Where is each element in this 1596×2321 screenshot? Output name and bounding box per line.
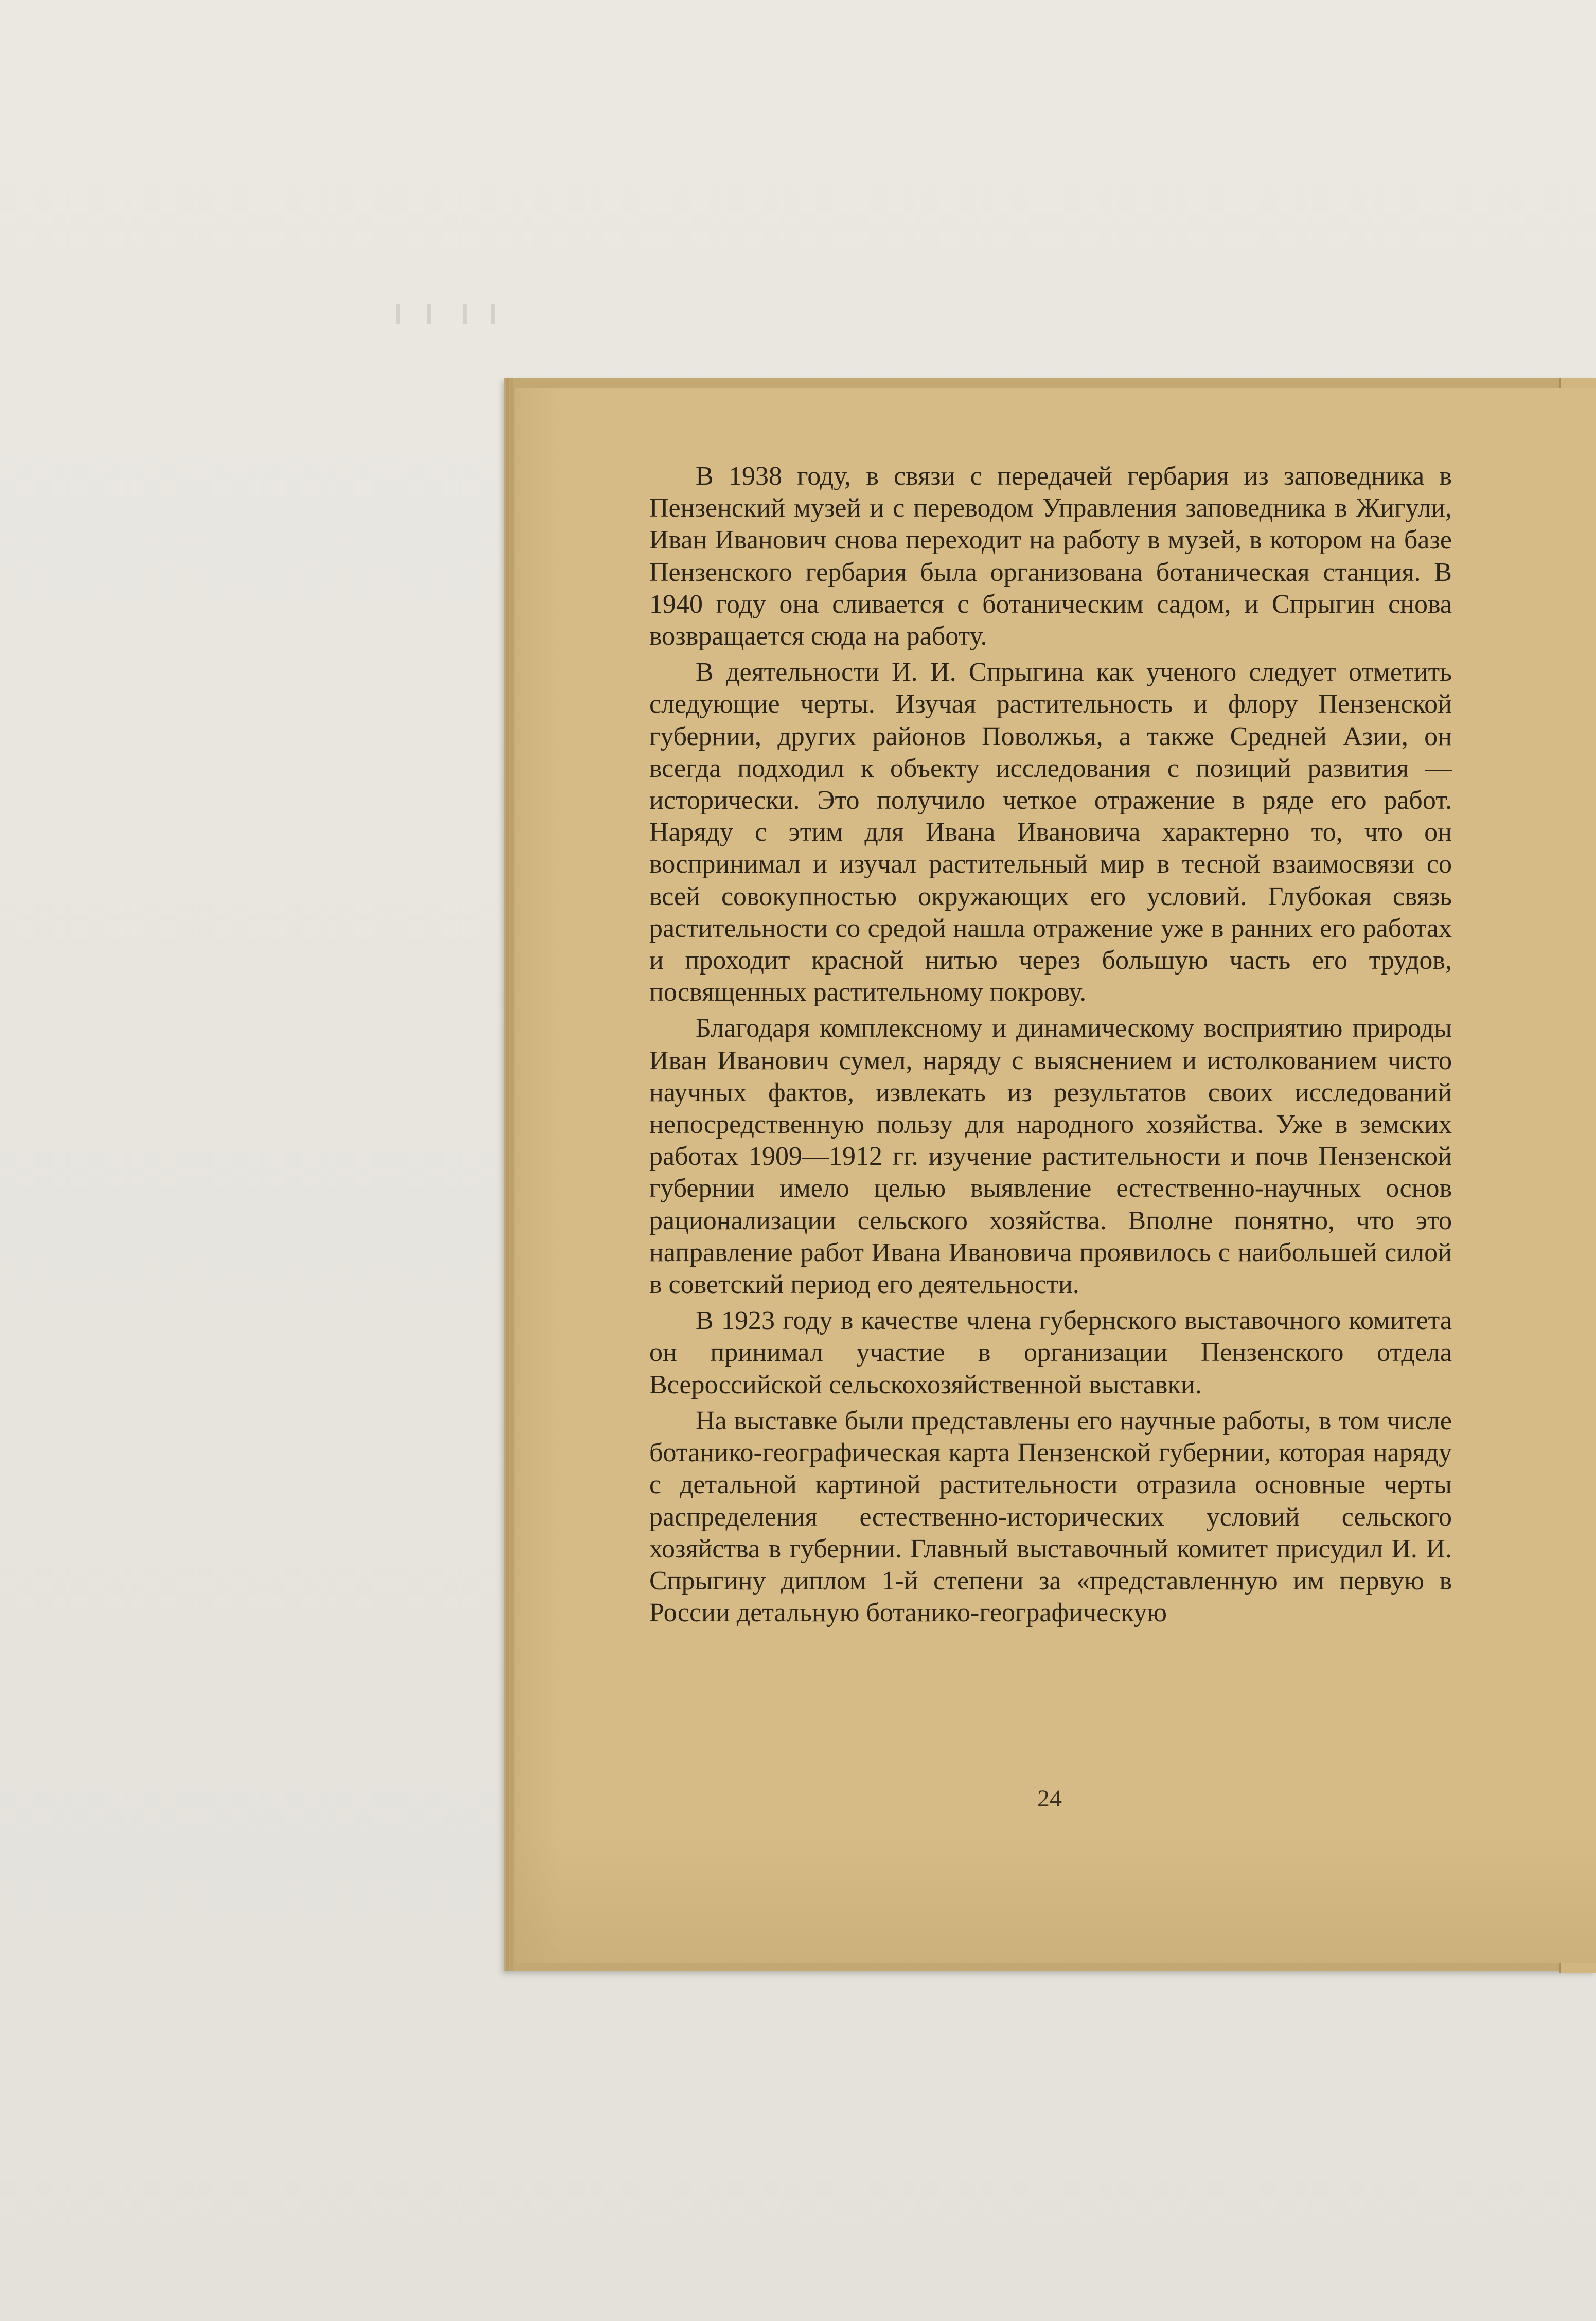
body-text <box>649 460 1452 1629</box>
scanner-bed-marks <box>396 304 499 324</box>
paragraph-2: В деятельности И. И. Спрыгина как ученого следует отметить следующие черты. Изучая растительность и флору Пензенской губернии, других районов Поволжья, а также Средней Азии, он всегда подходил к объекту исследования с позиций развития — исторически. Это получило четкое отражение в ряде его работ. Наряду с этим для Ивана Ивановича характерно то, что он воспринимал и изучал растительный мир в тесной взаимосвязи со всей совокупностью окружающих его условий. Глубокая связь растительности со средой нашла отражение уже в ранних его работах и проходит красной нитью через большую часть его трудов, посвященных растительному покрову. <box>649 658 1452 1007</box>
paragraph-3: Благодаря комплексному и динамическому восприятию природы Иван Иванович сумел, наряду с выяснением и истолкованием чисто научных фактов, извлекать из результатов своих исследований непосредственную пользу для народного хозяйства. Уже в земских работах 1909—1912 гг. изучение растительности и почв Пензенской губернии имело целью выявление естественно-научных основ рационализации сельского хозяйства. Вполне понятно, что это направление работ Ивана Ивановича проявилось с наибольшей силой в советский период его деятельности. <box>649 1014 1452 1300</box>
paragraph-5: На выставке были представлены его научные работы, в том числе ботанико-географическая карта Пензенской губернии, которая наряду с детальной картиной растительности отразила основные черты распределения естественно-исторических условий сельского хозяйства в губернии. Главный выставочный комитет присудил И. И. Спрыгину диплом 1-й степени за «представленную им первую в России детальную ботанико-географическую <box>649 1406 1452 1628</box>
paragraph-4: В 1923 году в качестве члена губернского выставочного комитета он принимал участие в организации Пензенского отдела Всероссийской сельскохозяйственной выставки. <box>649 1306 1452 1399</box>
paragraph-1: В 1938 году, в связи с передачей гербария из заповедника в Пензенский музей и с переводом Управления заповедника в Жигули, Иван Иванович снова переходит на работу в музей, в котором на базе Пензенского гербария была организована ботаническая станция. В 1940 году она сливается с ботаническим садом, и Спрыгин снова возвращается сюда на работу. <box>649 462 1452 651</box>
page-number: 24 <box>1037 1785 1062 1812</box>
